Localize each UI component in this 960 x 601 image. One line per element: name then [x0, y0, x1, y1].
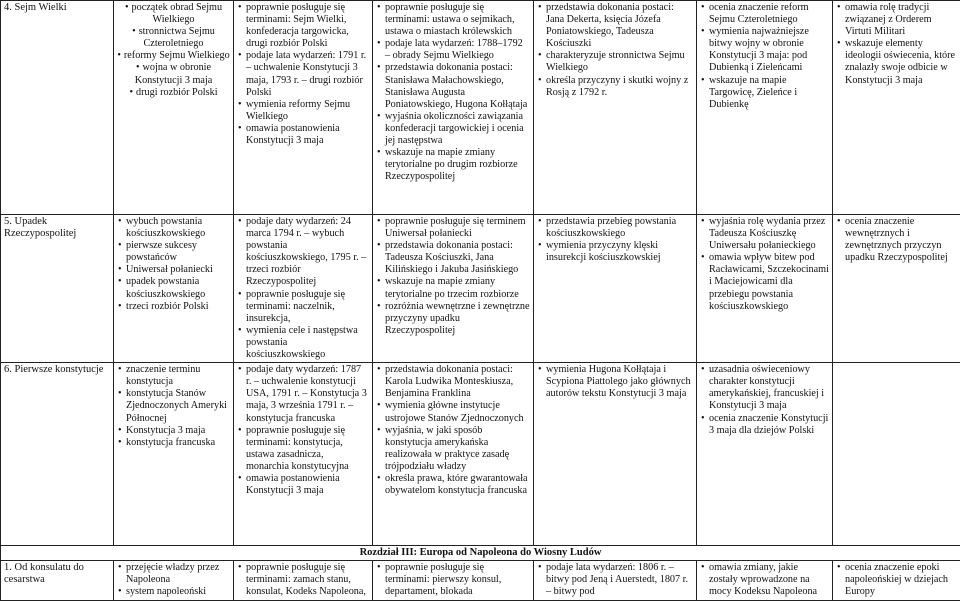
- requirement-cell-c4: [373, 215, 534, 363]
- bullet-list: [836, 216, 957, 264]
- list-item: • Konstytucja 3 maja: [117, 425, 230, 437]
- lesson-topic: 5. Upadek Rzeczypospolitej: [1, 215, 114, 363]
- list-item: • rozróżnia wewnętrzne i zewnętrzne przyczyny upadku Rzeczypospolitej: [376, 301, 530, 337]
- requirement-cell-c5: [534, 561, 697, 601]
- list-item: • podaje lata wydarzeń: 1788–1792 – obrady Sejmu Wielkiego: [376, 38, 530, 62]
- list-item: • omawia zmiany, jakie zostały wprowadzone na mocy Kodeksu Napoleona: [700, 562, 829, 598]
- list-item: • Uniwersał połaniecki: [117, 264, 230, 276]
- list-item: • znaczenie terminu konstytucja: [117, 364, 230, 388]
- table-row: [1, 363, 960, 546]
- requirement-cell-c3: [234, 1, 373, 215]
- bullet-list: [700, 562, 829, 598]
- list-item: • system napoleoński: [117, 586, 230, 598]
- bullet-list: [376, 364, 530, 497]
- requirement-cell-c7: [833, 215, 960, 363]
- list-item: • podaje daty wydarzeń: 24 marca 1794 r. – wybuch powstania kościuszkowskiego, 1795 r. – trzeci rozbiór Rzeczypospolitej: [237, 216, 369, 289]
- list-item: • pierwsze sukcesy powstańców: [117, 240, 230, 264]
- requirement-cell-c5: [534, 215, 697, 363]
- list-item: • przedstawia dokonania postaci: Karola Ludwika Monteskiusza, Benjamina Franklina: [376, 364, 530, 400]
- list-item: • wymienia najważniejsze bitwy wojny w obronie Konstytucji 3 maja: pod Dubienką i Zieleńcami: [700, 26, 829, 74]
- list-item: • wskazuje elementy ideologii oświecenia, które znalazły swoje odbicie w Konstytucji 3 maja: [836, 38, 957, 86]
- list-item: • przedstawia dokonania postaci: Stanisława Małachowskiego, Stanisława Augusta Poniatowskiego, Hugona Kołłątaja: [376, 62, 530, 110]
- list-item: • wymienia reformy Sejmu Wielkiego: [237, 99, 369, 123]
- requirement-cell-c4: [373, 561, 534, 601]
- list-item: • omawia wpływ bitew pod Racławicami, Szczekocinami i Maciejowicami dla przebiegu powstania kościuszkowskiego: [700, 252, 829, 312]
- list-item: • podaje lata wydarzeń: 1806 r. – bitwy pod Jeną i Auerstedt, 1807 r. – bitwy pod: [537, 562, 693, 598]
- list-item: • wojna w obronie Konstytucji 3 maja: [117, 62, 230, 86]
- bullet-list: [237, 2, 369, 147]
- list-item: • podaje daty wydarzeń: 1787 r. – uchwalenie konstytucji USA, 1791 r. – Konstytucja 3 maja, 3 września 1791 r. – konstytucja francuska: [237, 364, 369, 424]
- list-item: • poprawnie posługuje się terminami: ustawa o sejmikach, ustawa o miastach królewskich: [376, 2, 530, 38]
- list-item: • poprawnie posługuje się terminami: konstytucja, ustawa zasadnicza, monarchia konstytucyjna: [237, 425, 369, 473]
- list-item: • poprawnie posługuje się terminami: zamach stanu, konsulat, Kodeks Napoleona,: [237, 562, 369, 598]
- list-item: • wskazuje na mapie zmiany terytorialne po drugim rozbiorze Rzeczypospolitej: [376, 147, 530, 183]
- requirement-cell-c3: [234, 363, 373, 546]
- table-row: [1, 1, 960, 215]
- list-item: • wymienia przyczyny klęski insurekcji kościuszkowskiej: [537, 240, 693, 264]
- list-item: • omawia postanowienia Konstytucji 3 maja: [237, 123, 369, 147]
- list-item: • przejęcie władzy przez Napoleona: [117, 562, 230, 586]
- bullet-list: [376, 562, 530, 598]
- list-item: • omawia postanowienia Konstytucji 3 maja: [237, 473, 369, 497]
- bullet-list: [836, 2, 957, 87]
- bullet-list: [237, 562, 369, 598]
- bullet-list: [117, 216, 230, 313]
- requirement-cell-c7: [833, 1, 960, 215]
- table-row: [1, 561, 960, 601]
- list-item: • poprawnie posługuje się terminami: Sejm Wielki, konfederacja targowicka, drugi rozbiór Polski: [237, 2, 369, 50]
- table-row: [1, 215, 960, 363]
- requirement-cell-c4: [373, 1, 534, 215]
- bullet-list: [537, 364, 693, 400]
- requirement-cell-c6: [697, 215, 833, 363]
- list-item: • wybuch powstania kościuszkowskiego: [117, 216, 230, 240]
- requirement-cell-c7: [833, 561, 960, 601]
- list-item: • omawia rolę tradycji związanej z Orderem Virtuti Militari: [836, 2, 957, 38]
- requirement-cell-c4: [373, 363, 534, 546]
- bullet-list: [237, 216, 369, 361]
- bullet-list: [117, 2, 230, 99]
- list-item: • wskazuje na mapie zmiany terytorialne po trzecim rozbiorze: [376, 276, 530, 300]
- list-item: • uzasadnia oświeceniowy charakter konstytucji amerykańskiej, francuskiej i Konstytucji 3 maja: [700, 364, 829, 412]
- requirement-cell-c6: [697, 1, 833, 215]
- list-item: • ocenia znaczenie wewnętrznych i zewnętrznych przyczyn upadku Rzeczypospolitej: [836, 216, 957, 264]
- bullet-list: [700, 364, 829, 437]
- list-item: • trzeci rozbiór Polski: [117, 301, 230, 313]
- requirement-cell-c6: [697, 363, 833, 546]
- list-item: • określa przyczyny i skutki wojny z Rosją z 1792 r.: [537, 75, 693, 99]
- requirement-cell-c5: [534, 363, 697, 546]
- requirement-cell-c7: [833, 363, 960, 546]
- bullet-list: [376, 216, 530, 337]
- list-item: • ocenia znaczenie reform Sejmu Czteroletniego: [700, 2, 829, 26]
- list-item: • drugi rozbiór Polski: [117, 87, 230, 99]
- lesson-topic: 4. Sejm Wielki: [1, 1, 114, 215]
- list-item: • wymienia główne instytucje ustrojowe Stanów Zjednoczonych: [376, 400, 530, 424]
- list-item: • reformy Sejmu Wielkiego: [117, 50, 230, 62]
- list-item: • określa prawa, które gwarantowała obywatelom konstytucja francuska: [376, 473, 530, 497]
- list-item: • wymienia Hugona Kołłątaja i Scypiona Piattolego jako głównych autorów tekstu Konstytucji 3 maja: [537, 364, 693, 400]
- requirement-cell-c3: [234, 215, 373, 363]
- bullet-list: [537, 216, 693, 264]
- content-cell: [114, 1, 234, 215]
- requirement-cell-c3: [234, 561, 373, 601]
- list-item: • przedstawia dokonania postaci: Tadeusza Kościuszki, Jana Kilińskiego i Jakuba Jasińskiego: [376, 240, 530, 276]
- list-item: • upadek powstania kościuszkowskiego: [117, 276, 230, 300]
- list-item: • konstytucja Stanów Zjednoczonych Ameryki Północnej: [117, 388, 230, 424]
- lesson-topic: 1. Od konsulatu do cesarstwa: [1, 561, 114, 601]
- bullet-list: [700, 216, 829, 313]
- list-item: • poprawnie posługuje się terminami: naczelnik, insurekcja,: [237, 289, 369, 325]
- list-item: • wymienia cele i następstwa powstania kościuszkowskiego: [237, 325, 369, 361]
- bullet-list: [537, 2, 693, 99]
- bullet-list: [117, 562, 230, 598]
- section-header-row: [1, 546, 960, 561]
- list-item: • przedstawia przebieg powstania kościuszkowskiego: [537, 216, 693, 240]
- lesson-topic: 6. Pierwsze konstytucje: [1, 363, 114, 546]
- bullet-list: [376, 2, 530, 183]
- content-cell: [114, 561, 234, 601]
- list-item: • początek obrad Sejmu Wielkiego: [117, 2, 230, 26]
- list-item: • ocenia znaczenie epoki napoleońskiej w dziejach Europy: [836, 562, 957, 598]
- list-item: • konstytucja francuska: [117, 437, 230, 449]
- list-item: • poprawnie posługuje się terminami: pierwszy konsul, departament, blokada: [376, 562, 530, 598]
- list-item: • ocenia znaczenie Konstytucji 3 maja dla dziejów Polski: [700, 413, 829, 437]
- bullet-list: [700, 2, 829, 111]
- bullet-list: [836, 562, 957, 598]
- content-cell: [114, 215, 234, 363]
- requirement-cell-c5: [534, 1, 697, 215]
- list-item: • stronnictwa Sejmu Czteroletniego: [117, 26, 230, 50]
- requirement-cell-c6: [697, 561, 833, 601]
- list-item: • charakteryzuje stronnictwa Sejmu Wielkiego: [537, 50, 693, 74]
- list-item: • podaje lata wydarzeń: 1791 r. – uchwalenie Konstytucji 3 maja, 1793 r. – drugi rozbiór Polski: [237, 50, 369, 98]
- list-item: • wskazuje na mapie Targowicę, Zieleńce i Dubienkę: [700, 75, 829, 111]
- content-cell: [114, 363, 234, 546]
- bullet-list: [537, 562, 693, 598]
- bullet-list: [237, 364, 369, 497]
- section-header: Rozdział III: Europa od Napoleona do Wiosny Ludów: [1, 546, 960, 561]
- list-item: • przedstawia dokonania postaci: Jana Dekerta, księcia Józefa Poniatowskiego, Tadeusza Kościuszki: [537, 2, 693, 50]
- list-item: • wyjaśnia okoliczności zawiązania konfederacji targowickiej i ocenia jej następstwa: [376, 111, 530, 147]
- list-item: • poprawnie posługuje się terminem Uniwersał połaniecki: [376, 216, 530, 240]
- list-item: • wyjaśnia rolę wydania przez Tadeusza Kościuszkę Uniwersału połanieckiego: [700, 216, 829, 252]
- list-item: • wyjaśnia, w jaki sposób konstytucja amerykańska realizowała w praktyce zasadę trójpodziału władzy: [376, 425, 530, 473]
- bullet-list: [117, 364, 230, 449]
